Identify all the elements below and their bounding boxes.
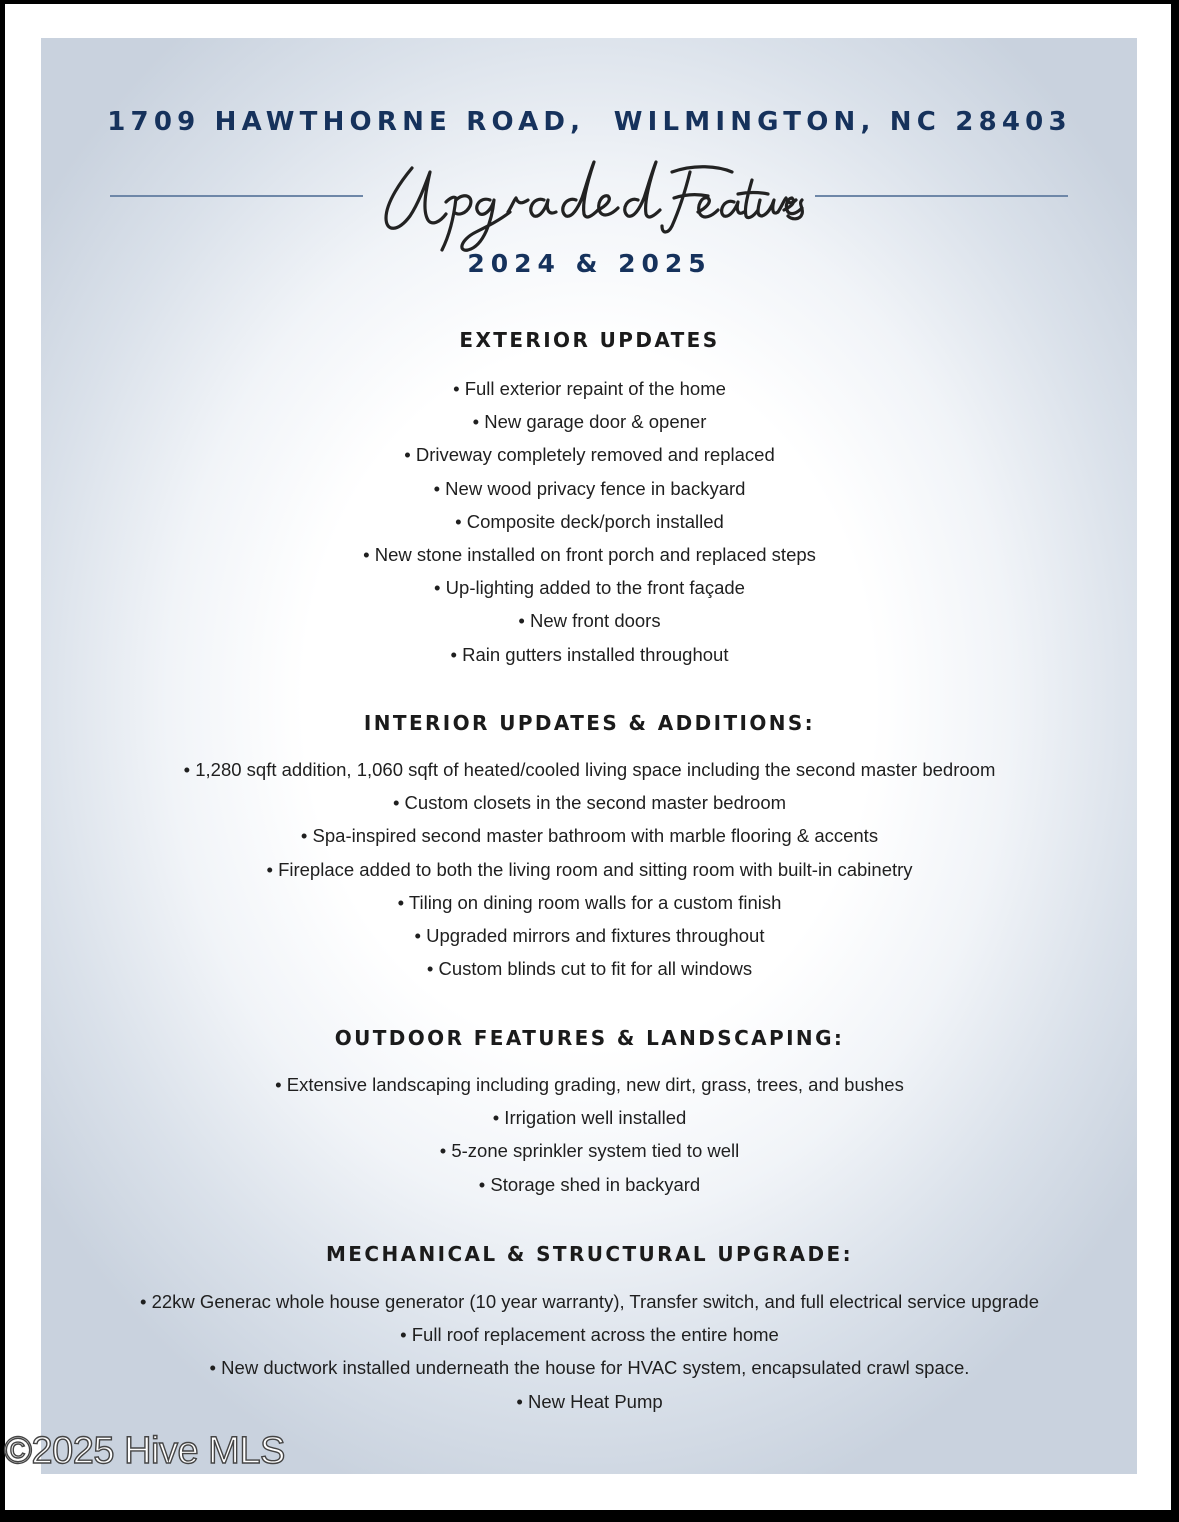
list-item: • Full roof replacement across the entire home bbox=[400, 1324, 779, 1346]
copyright-watermark: ©2025 Hive MLS bbox=[4, 1430, 285, 1472]
list-item: • 1,280 sqft addition, 1,060 sqft of heated/cooled living space including the second master bedroom bbox=[183, 759, 996, 780]
section-heading-outdoor: OUTDOOR FEATURES & LANDSCAPING: bbox=[334, 1026, 845, 1050]
list-item: • New Heat Pump bbox=[516, 1390, 663, 1412]
list-item: • Irrigation well installed bbox=[492, 1107, 687, 1129]
list-item: • Tiling on dining room walls for a custom finish bbox=[397, 891, 782, 913]
years-subtitle: 2024 & 2025 bbox=[467, 249, 712, 278]
list-item: • Spa-inspired second master bathroom with marble flooring & accents bbox=[300, 825, 879, 847]
outdoor-features-list bbox=[0, 1068, 1179, 1201]
section-heading-interior: INTERIOR UPDATES & ADDITIONS: bbox=[363, 711, 816, 735]
list-item: • Full exterior repaint of the home bbox=[453, 378, 726, 399]
list-item: • 5-zone sprinkler system tied to well bbox=[439, 1140, 740, 1162]
list-item: • Extensive landscaping including grading, new dirt, grass, trees, and bushes bbox=[275, 1074, 904, 1095]
property-address: 1709 HAWTHORNE ROAD, WILMINGTON, NC 28403 bbox=[107, 107, 1072, 137]
title-divider-right bbox=[815, 195, 1068, 197]
list-item: • Upgraded mirrors and fixtures throughout bbox=[414, 924, 765, 946]
list-item: • Driveway completely removed and replaced bbox=[404, 444, 775, 466]
section-heading-mechanical: MECHANICAL & STRUCTURAL UPGRADE: bbox=[326, 1242, 853, 1266]
list-item: • Rain gutters installed throughout bbox=[450, 643, 729, 665]
list-item: • New stone installed on front porch and replaced steps bbox=[363, 543, 816, 565]
list-item: • Custom closets in the second master bedroom bbox=[392, 792, 787, 814]
list-item: • New wood privacy fence in backyard bbox=[433, 477, 746, 499]
list-item: • New garage door & opener bbox=[472, 411, 707, 433]
list-item: • Composite deck/porch installed bbox=[455, 510, 724, 532]
list-item: • Fireplace added to both the living room and sitting room with built-in cabinetry bbox=[266, 858, 913, 880]
list-item: • Up-lighting added to the front façade bbox=[434, 577, 745, 599]
list-item: • New front doors bbox=[518, 610, 661, 632]
section-heading-exterior: EXTERIOR UPDATES bbox=[459, 328, 720, 352]
list-item: • Storage shed in backyard bbox=[478, 1173, 701, 1195]
list-item: • 22kw Generac whole house generator (10 year warranty), Transfer switch, and full electrical service upgrade bbox=[139, 1291, 1040, 1312]
interior-updates-list bbox=[0, 753, 1179, 985]
exterior-updates-list bbox=[0, 372, 1179, 671]
list-item: • Custom blinds cut to fit for all windows bbox=[426, 958, 753, 980]
list-item: • New ductwork installed underneath the house for HVAC system, encapsulated crawl space. bbox=[209, 1357, 970, 1379]
title-divider-left bbox=[110, 195, 363, 197]
upgraded-features-script-title bbox=[372, 150, 808, 260]
mechanical-upgrades-list bbox=[0, 1285, 1179, 1418]
